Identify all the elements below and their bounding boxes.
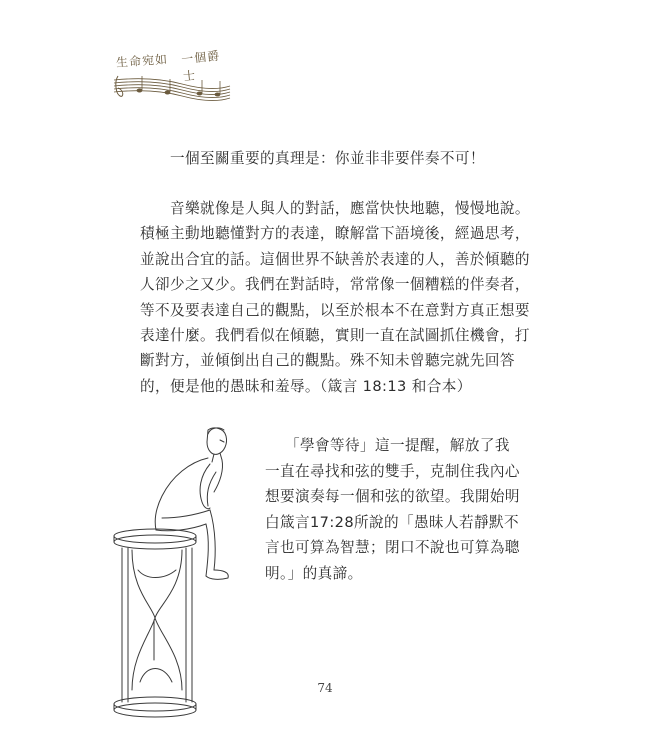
paragraph-2-line: 斷對方，並傾倒出自己的觀點。殊不知未曾聽完就先回答 [140, 352, 515, 370]
page-number: 74 [317, 681, 333, 695]
paragraph-2 [140, 196, 530, 399]
paragraph-2-line: 音樂就像是人與人的對話，應當快快地聽，慢慢地說。 [170, 200, 530, 217]
paragraph-3 [265, 433, 520, 587]
paragraph-1: 一個至關重要的真理是：你並非非要伴奏不可！ [170, 150, 485, 167]
book-title-logo [112, 46, 232, 102]
paragraph-3-line: 「學會等待」這一提醒，解放了我 [285, 437, 510, 454]
music-staff-logo-icon [112, 46, 232, 102]
paragraph-2-line: 表達什麼。我們看似在傾聽，實則一直在試圖抓住機會，打 [140, 327, 530, 345]
logo-title-part-1: 生命宛如 [115, 52, 169, 70]
hourglass-illustration [110, 420, 240, 725]
paragraph-2-line: 積極主動地聽懂對方的表達，瞭解當下語境後，經過思考， [140, 225, 530, 243]
paragraph-3-line: 言也可算為智慧；閉口不說也可算為聰 [265, 539, 520, 557]
logo-title-part-2: 一個爵士 [180, 48, 221, 84]
paragraph-3-line: 想要演奏每一個和弦的欲望。我開始明 [265, 488, 520, 506]
paragraph-2-line: 人卻少之又少。我們在對話時，常常像一個糟糕的伴奏者， [140, 276, 530, 294]
paragraph-2-line: 等不及要表達自己的觀點，以至於根本不在意對方真正想要 [140, 301, 530, 319]
man-sitting-on-hourglass-icon [110, 420, 240, 725]
paragraph-2-line: 並說出合宜的話。這個世界不缺善於表達的人，善於傾聽的 [140, 250, 530, 268]
paragraph-3-line: 白箴言17:28所說的「愚昧人若靜默不 [265, 513, 519, 531]
paragraph-3-line: 明。」的真諦。 [265, 564, 363, 582]
paragraph-3-line: 一直在尋找和弦的雙手，克制住我內心 [265, 462, 520, 480]
paragraph-2-line: 的，便是他的愚昧和羞辱。（箴言 18:13 和合本） [140, 377, 472, 395]
